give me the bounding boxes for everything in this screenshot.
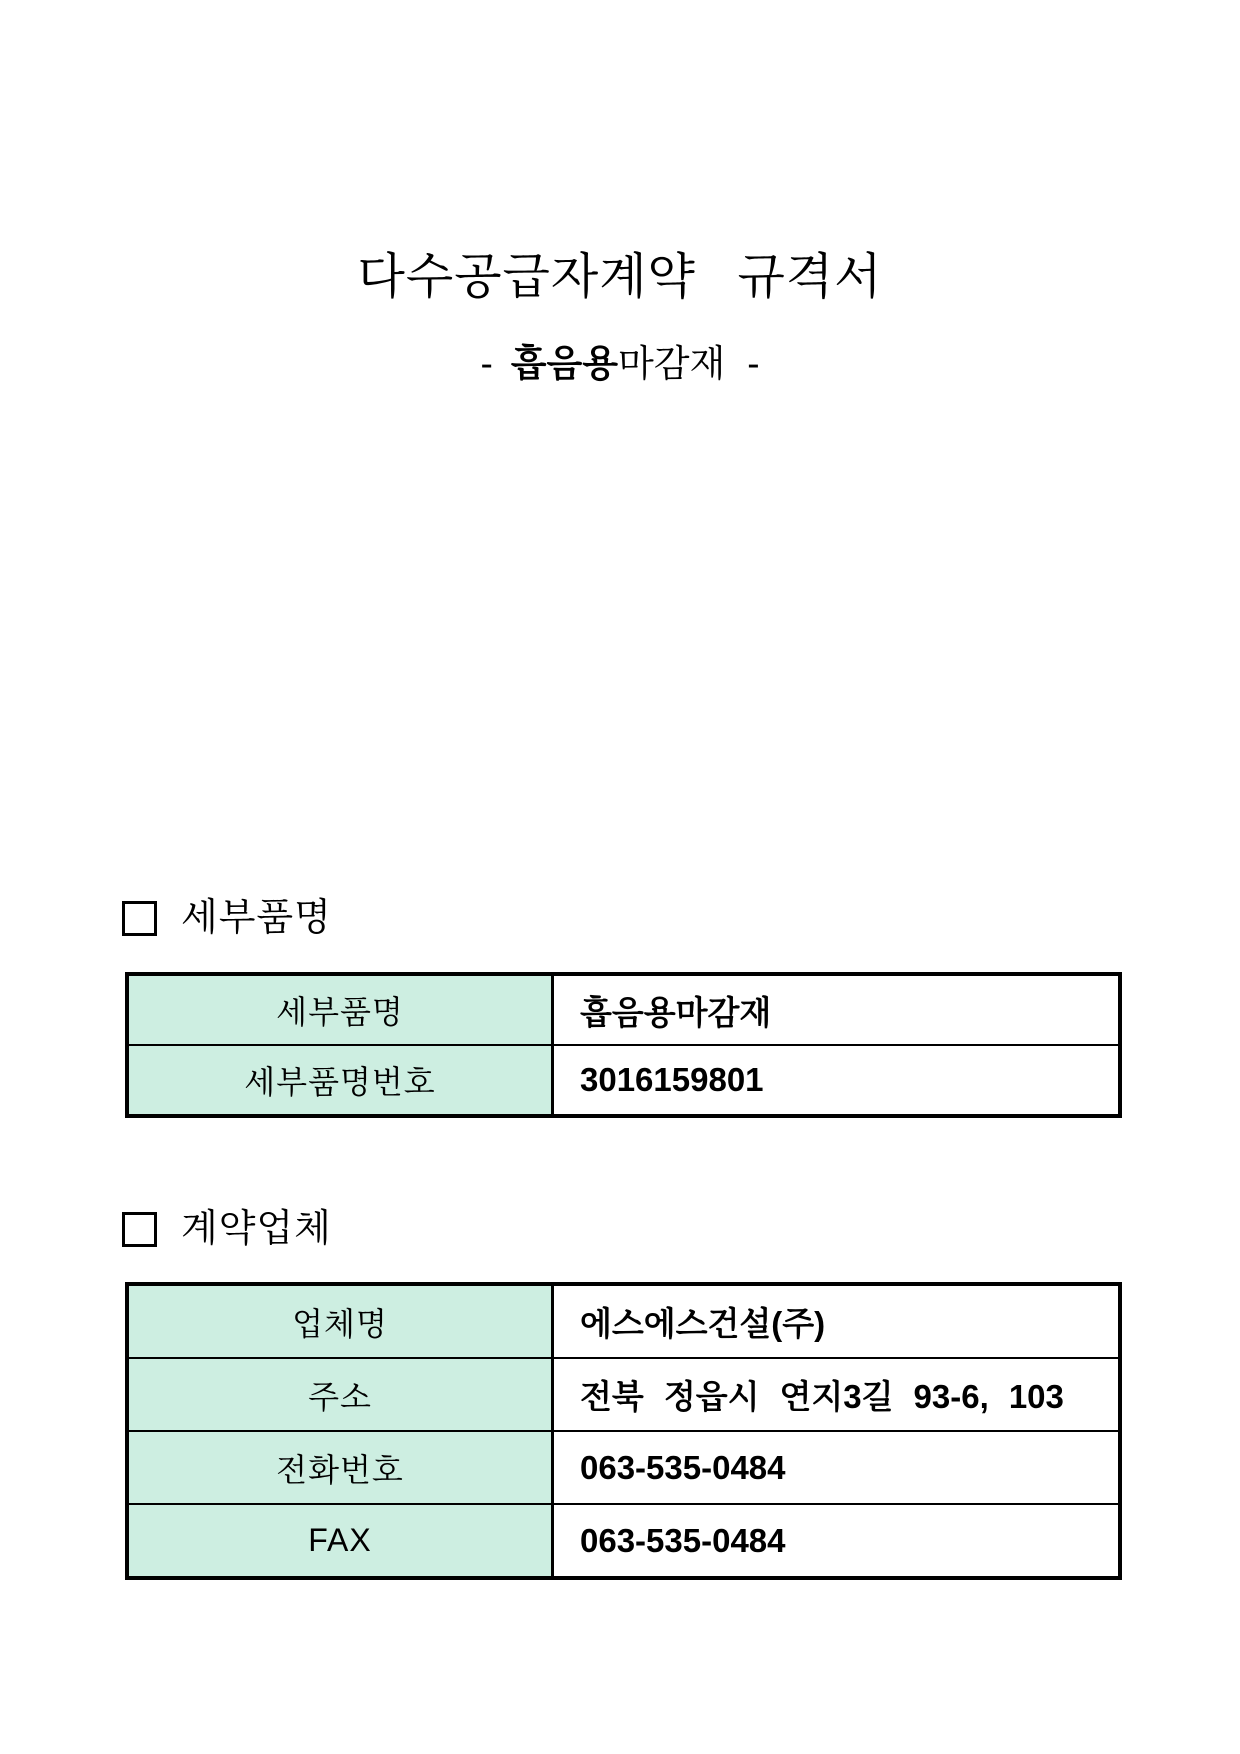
table-value-cell: 흡음용마감재: [554, 976, 1118, 1044]
table-row: [129, 1357, 1118, 1430]
table-value-cell: 3016159801: [554, 1046, 1118, 1114]
square-bullet-icon: [122, 901, 157, 936]
table-value-cell: 에스에스건설(주): [554, 1286, 1118, 1357]
table-row: [129, 1503, 1118, 1576]
detail-item-table: [125, 972, 1122, 1118]
table-label-cell: 주소: [129, 1359, 554, 1430]
table-value-cell: 063-535-0484: [554, 1505, 1118, 1576]
section-heading-label: 세부품명: [181, 897, 332, 939]
table-label-cell: 세부품명번호: [129, 1046, 554, 1114]
table-row: [129, 1044, 1118, 1114]
section-heading-contract-company: [122, 1210, 332, 1248]
square-bullet-icon: [122, 1212, 157, 1247]
table-label-cell: 업체명: [129, 1286, 554, 1357]
section-heading-detail-item: [122, 899, 332, 937]
table-row: [129, 1430, 1118, 1503]
table-row: [129, 1286, 1118, 1357]
table-label-cell: 세부품명: [129, 976, 554, 1044]
contract-company-table: [125, 1282, 1122, 1580]
document-title: 다수공급자계약 규격서: [357, 250, 883, 304]
table-label-cell: FAX: [129, 1505, 554, 1576]
table-row: [129, 976, 1118, 1044]
subtitle-dash-left: -: [480, 343, 493, 384]
subtitle-product-name-bold: 흡음용: [510, 343, 618, 384]
section-heading-label: 계약업체: [181, 1208, 332, 1250]
table-value-cell: 전북 정읍시 연지3길 93-6, 103: [554, 1359, 1118, 1430]
document-subtitle: [0, 333, 1240, 387]
table-label-cell: 전화번호: [129, 1432, 554, 1503]
subtitle-product-name-regular: 마감재: [618, 343, 726, 384]
subtitle-dash-right: -: [747, 343, 760, 384]
table-value-cell: 063-535-0484: [554, 1432, 1118, 1503]
